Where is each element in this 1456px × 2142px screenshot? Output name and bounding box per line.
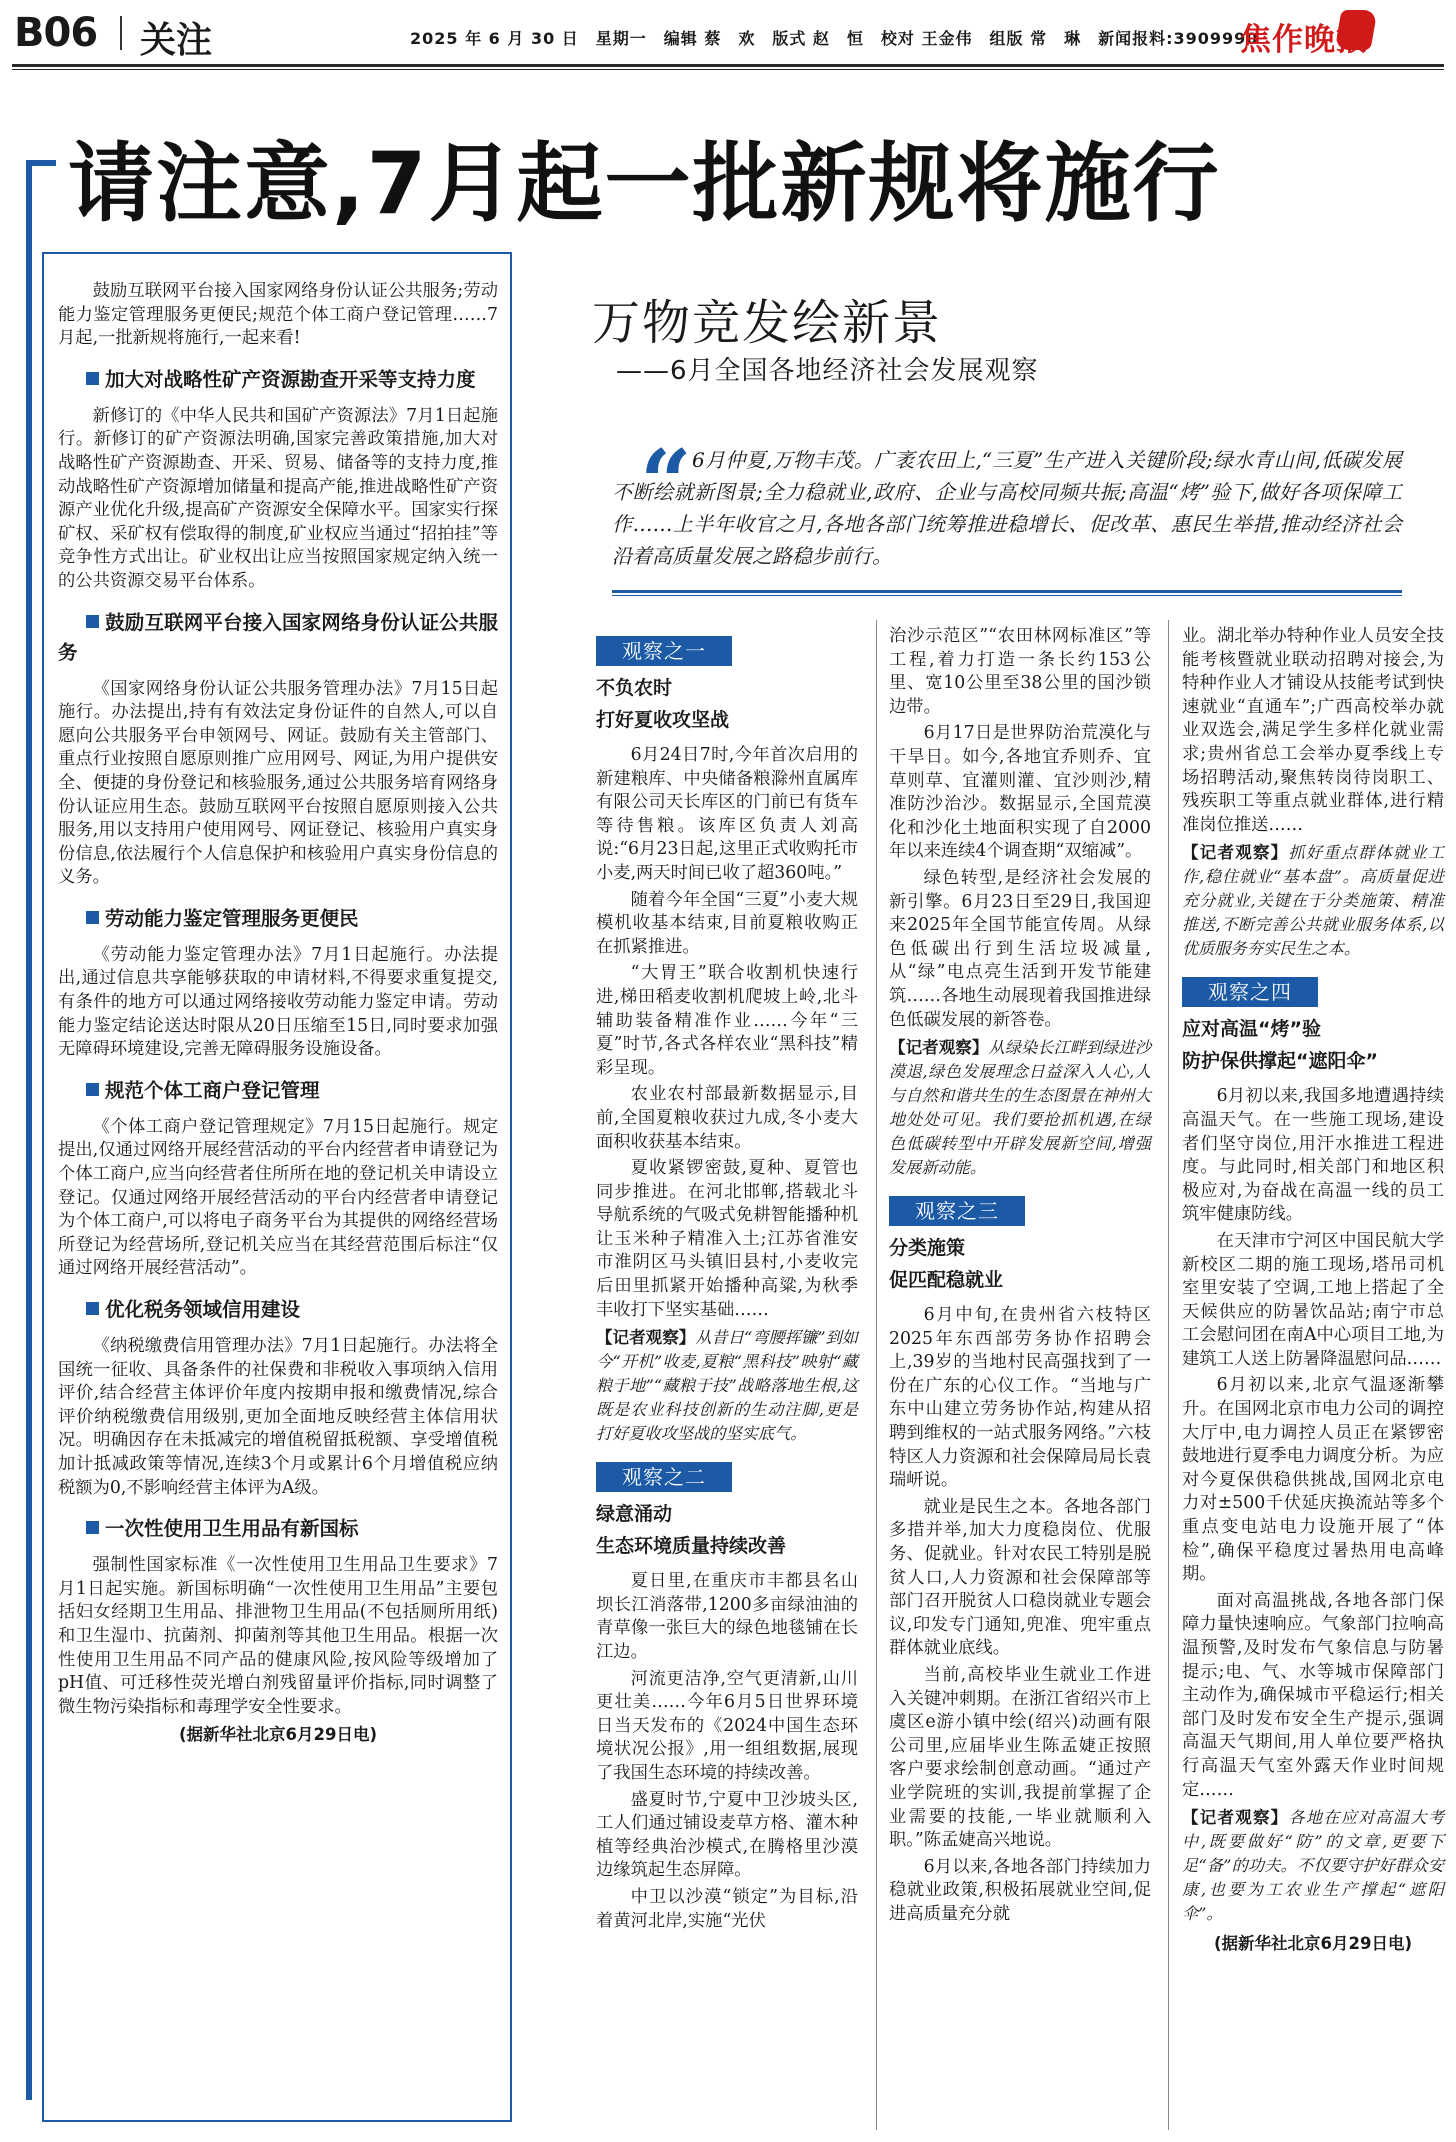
body-paragraph: 绿色转型,是经济社会发展的新引擎。6月23日至29日,我国迎来2025年全国节能宣传周。从绿色低碳出行到生活垃圾减量,从“绿”电点亮生活到开发节能建筑……各地生动展现着我国推进绿色低碳发展的新答卷。 — [889, 867, 1151, 1030]
body-paragraph: 6月中旬,在贵州省六枝特区2025年东西部劳务协作招聘会上,39岁的当地村民高强找到了一份在广东的心仪工作。“当地与广东中山建立劳务协作站,构建从招聘到维权的一站式服务网络。”六枝特区人力资源和社会保障局局长袁瑞岍说。 — [889, 1305, 1151, 1491]
right-article-title: 万物竞发绘新景 — [592, 295, 943, 351]
headline-bracket — [26, 160, 32, 2100]
observation-heading: 不负农时 — [596, 677, 673, 699]
body-paragraph: 农业农村部最新数据显示,目前,全国夏粮收获过九成,冬小麦大面积收获基本结束。 — [596, 1084, 858, 1152]
body-paragraph: “大胃王”联合收割机快速行进,梯田稻麦收割机爬坡上岭,北斗辅助装备精准作业……今年“三夏”时节,各式各样农业“黑科技”精彩呈现。 — [596, 963, 858, 1078]
right-article-intro: 6月仲夏,万物丰茂。广袤农田上,“三夏”生产进入关键阶段;绿水青山间,低碳发展不断绘就新图景;全力稳就业,政府、企业与高校同频共振;高温“烤”验下,做好各项保障工作……上半年收官之月,各地各部门统筹推进稳增长、促改革、惠民生举措,推动经济社会沿着高质量发展之路稳步前行。 — [612, 448, 1402, 568]
left-article — [58, 280, 498, 1747]
header-rule — [12, 64, 1444, 67]
body-paragraph: 就业是民生之本。各地各部门多措并举,加大力度稳岗位、优服务、促就业。针对农民工特别是脱贫人口,人力资源和社会保障部等部门召开脱贫人口稳岗就业专题会议,印发专门通知,兜准、兜牢重点群体就业底线。 — [889, 1496, 1151, 1659]
body-paragraph: 业。湖北举办特种作业人员安全技能考核暨就业联动招聘对接会,为特种作业人才铺设从技能考试到快速就业“直通车”;广西高校举办就业双选会,满足学生多样化就业需求;贵州省总工会举办夏季线上专场招聘活动,聚焦转岗待岗职工、残疾职工等重点就业群体,进行精准岗位推送…… — [1182, 626, 1444, 835]
quote-mark-icon: “ — [640, 430, 692, 536]
observation-tag: 观察之四 — [1182, 977, 1318, 1007]
observation-tag: 观察之三 — [889, 1196, 1025, 1226]
left-source-credit: (据新华社北京6月29日电) — [178, 1725, 378, 1745]
body-paragraph: 夏日里,在重庆市丰都县名山坝长江消落带,1200多亩绿油油的青草像一张巨大的绿色地毯铺在长江边。 — [596, 1571, 858, 1663]
left-section-body: 《纳税缴费信用管理办法》7月1日起施行。办法将全国统一征收、具备条件的社保费和非税收入事项纳入信用评价,结合经营主体评价年度内按期申报和缴费情况,综合评价纳税缴费信用级别,更加全面地反映经营主体信用状况。明确因存在未抵减完的增值税留抵税额、享受增值税加计抵减政策等情况,连续3个月或累计6个月增值税应纳税额为0,不影响经营主体评为A级。 — [58, 1336, 498, 1498]
left-section-heading: 劳动能力鉴定管理服务更便民 — [58, 904, 498, 934]
right-column-1 — [596, 636, 858, 1936]
main-headline: 请注意,7月起一批新规将施行 — [68, 134, 1221, 234]
reporter-note: 【记者观察】抓好重点群体就业工作,稳住就业“基本盘”。高质量促进充分就业,关键在于分类施策、精准推送,不断完善公共就业服务体系,以优质服务夯实民生之本。 — [1182, 843, 1445, 959]
section-name: 关注 — [140, 20, 213, 61]
right-source-credit: (据新华社北京6月29日电) — [1213, 1934, 1413, 1954]
observation-tag: 观察之二 — [596, 1462, 732, 1492]
logo-text: 焦作晚报 — [1240, 22, 1368, 58]
observation-tag: 观察之一 — [596, 636, 732, 666]
left-section-body: 《国家网络身份认证公共服务管理办法》7月15日起施行。办法提出,持有有效法定身份证件的自然人,可以自愿向公共服务平台申领网号、网证。鼓励有关主管部门、重点行业按照自愿原则推广应用网号、网证,为用户提供安全、便捷的身份登记和核验服务,通过公共服务培育网络身份认证应用生态。鼓励互联网平台按照自愿原则接入公共服务,用以支持用户使用网号、网证登记、核验用户真实身份信息,依法履行个人信息保护和核验用户真实身份信息的义务。 — [58, 678, 498, 888]
header-rule-thin — [12, 69, 1444, 70]
column-divider — [876, 620, 877, 2130]
observation-heading: 防护保供撑起“遮阳伞” — [1182, 1050, 1378, 1073]
headline-bracket-top — [26, 160, 56, 166]
observation-heading: 促匹配稳就业 — [889, 1269, 1004, 1292]
body-paragraph: 随着今年全国“三夏”小麦大规模机收基本结束,目前夏粮收购正在抓紧推进。 — [596, 889, 858, 957]
left-section-body: 强制性国家标准《一次性使用卫生用品卫生要求》7月1日起实施。新国标明确“一次性使用卫生用品”主要包括妇女经期卫生用品、排泄物卫生用品(不包括厕所用纸)和卫生湿巾、抗菌剂、抑菌剂等其他卫生用品。根据一次性使用卫生用品不同产品的健康风险,按风险等级增加了pH值、可迁移性荧光增白剂残留量评价指标,同时调整了微生物污染指标和毒理学安全性要求。 — [58, 1555, 498, 1717]
column-divider — [1168, 620, 1169, 2130]
square-bullet-icon — [86, 911, 99, 924]
left-section-heading: 加大对战略性矿产资源勘查开采等支持力度 — [58, 365, 498, 395]
observation-heading: 生态环境质量持续改善 — [596, 1535, 787, 1558]
issue-meta: 2025 年 6 月 30 日 星期一 编辑 蔡 欢 版式 赵 恒 校对 王金伟 组版 常 琳 新闻报料:3909990 — [410, 29, 1259, 48]
right-article-subtitle: ——6月全国各地经济社会发展观察 — [616, 356, 1039, 386]
observation-heading: 应对高温“烤”验 — [1182, 1018, 1321, 1041]
page-number: B06 — [14, 10, 98, 56]
left-section-body: 《个体工商户登记管理规定》7月15日起施行。规定提出,仅通过网络开展经营活动的平台内经营者申请登记为个体工商户,应当向经营者住所所在地的登记机关申请设立登记。仅通过网络开展经营活动的平台内经营者申请登记为个体工商户,可以将电子商务平台为其提供的网络经营场所登记为经营场所,登记机关应当在其经营范围后标注“仅通过网络开展经营活动”。 — [58, 1116, 498, 1279]
square-bullet-icon — [86, 615, 99, 628]
reporter-note: 【记者观察】从绿染长江畔到绿进沙漠退,绿色发展理念日益深入人心,人与自然和谐共生的生态图景在神州大地处处可见。我们要抢抓机遇,在绿色低碳转型中开辟发展新空间,增强发展新动能。 — [889, 1038, 1152, 1178]
body-paragraph: 夏收紧锣密鼓,夏种、夏管也同步推进。在河北邯郸,搭载北斗导航系统的气吸式免耕智能播种机让玉米种子精准入土;江苏省淮安市淮阴区马头镇旧县村,小麦收完后田里抓紧开始播种高粱,为秋季丰收打下坚实基础…… — [596, 1158, 858, 1320]
reporter-note: 【记者观察】从昔日“弯腰挥镰”到如今“开机”收麦,夏粮“黑科技”映射“藏粮于地”“藏粮于技”战略落地生根,这既是农业科技创新的生动注脚,更是打好夏收攻坚战的坚实底气。 — [596, 1328, 858, 1444]
body-paragraph: 治沙示范区”“农田林网标准区”等工程,着力打造一条长约153公里、宽10公里至38公里的国沙锁边带。 — [889, 626, 1151, 717]
left-section-heading: 鼓励互联网平台接入国家网络身份认证公共服务 — [58, 610, 498, 664]
newspaper-logo — [1240, 6, 1440, 58]
observation-heading: 打好夏收攻坚战 — [596, 709, 730, 731]
body-paragraph: 盛夏时节,宁夏中卫沙坡头区,工人们通过铺设麦草方格、灌木种植等经典治沙模式,在腾格里沙漠边缘筑起生态屏障。 — [596, 1789, 858, 1881]
body-paragraph: 6月初以来,北京气温逐渐攀升。在国网北京市电力公司的调控大厅中,电力调控人员正在紧锣密鼓地进行夏季电力调度分析。为应对今夏保供稳供挑战,国网北京电力对±500千伏延庆换流站等多个重点变电站电力设施开展了“体检”,确保平稳度过暑热用电高峰期。 — [1182, 1375, 1444, 1585]
square-bullet-icon — [86, 372, 99, 385]
body-paragraph: 河流更洁净,空气更清新,山川更壮美……今年6月5日世界环境日当天发布的《2024中国生态环境状况公报》,用一组组数据,展现了我国生态环境的持续改善。 — [596, 1668, 858, 1783]
body-paragraph: 6月24日7时,今年首次启用的新建粮库、中央储备粮滁州直属库有限公司天长库区的门前已有货车等待售粮。该库区负责人刘高说:“6月23日起,这里正式收购托市小麦,两天时间已收了超360吨。” — [596, 745, 858, 883]
right-column-3 — [1182, 625, 1444, 1956]
right-column-2 — [889, 625, 1151, 1930]
square-bullet-icon — [86, 1302, 99, 1315]
page-header — [0, 0, 1456, 64]
observation-heading: 分类施策 — [889, 1237, 966, 1260]
body-paragraph: 当前,高校毕业生就业工作进入关键冲刺期。在浙江省绍兴市上虞区e游小镇中绘(绍兴)动画有限公司里,应届毕业生陈孟婕正按照客户要求绘制创意动画。“通过产业学院班的实训,我提前掌握了企业需要的技能,一毕业就顺利入职。”陈孟婕高兴地说。 — [889, 1665, 1151, 1851]
left-section-body: 《劳动能力鉴定管理办法》7月1日起施行。办法提出,通过信息共享能够获取的申请材料,不得要求重复提交,有条件的地方可以通过网络接收劳动能力鉴定申请。劳动能力鉴定结论送达时限从20日压缩至15日,同时要求加强无障碍环境建设,完善无障碍服务设施设备。 — [58, 944, 498, 1060]
left-section-heading: 一次性使用卫生用品有新国标 — [58, 1514, 498, 1544]
header-divider — [120, 16, 122, 50]
left-section-body: 新修订的《中华人民共和国矿产资源法》7月1日起施行。新修订的矿产资源法明确,国家完善政策措施,加大对战略性矿产资源勘查、开采、贸易、储备等的支持力度,推动战略性矿产资源增加储量和提高产能,推进战略性矿产资源产业优化升级,提高矿产资源安全保障水平。国家实行探矿权、采矿权有偿取得的制度,矿业权应当通过“招拍挂”等竞争性方式出让。矿业权出让应当按照国家规定纳入统一的公共资源交易平台体系。 — [58, 405, 498, 591]
intro-rule — [612, 590, 1402, 593]
body-paragraph: 在天津市宁河区中国民航大学新校区二期的施工现场,塔吊司机室里安装了空调,工地上搭起了全天候供应的防暑饮品站;南宁市总工会慰问团在南A中心项目工地,为建筑工人送上防暑降温慰问品…… — [1182, 1230, 1444, 1369]
left-section-heading: 优化税务领域信用建设 — [58, 1295, 498, 1325]
left-section-heading: 规范个体工商户登记管理 — [58, 1076, 498, 1106]
body-paragraph: 面对高温挑战,各地各部门保障力量快速响应。气象部门拉响高温预警,及时发布气象信息与防暑提示;电、气、水等城市保障部门主动作为,确保城市平稳运行;相关部门及时发布安全生产提示,强调高温天气期间,用人单位要严格执行高温天气室外露天作业时间规定…… — [1182, 1590, 1444, 1800]
body-paragraph: 中卫以沙漠“锁定”为目标,沿着黄河北岸,实施“光伏 — [596, 1886, 858, 1931]
reporter-note: 【记者观察】各地在应对高温大考中,既要做好“防”的文章,更要下足“备”的功夫。不仅要守护好群众安康,也要为工农业生产撑起“遮阳伞”。 — [1182, 1808, 1445, 1924]
observation-heading: 绿意涌动 — [596, 1503, 673, 1526]
square-bullet-icon — [86, 1521, 99, 1534]
intro-rule-thin — [612, 595, 1402, 596]
square-bullet-icon — [86, 1083, 99, 1096]
body-paragraph: 6月以来,各地各部门持续加力稳就业政策,积极拓展就业空间,促进高质量充分就 — [889, 1856, 1151, 1924]
body-paragraph: 6月初以来,我国多地遭遇持续高温天气。在一些施工现场,建设者们坚守岗位,用汗水推进工程进度。与此同时,相关部门和地区积极应对,为奋战在高温一线的员工筑牢健康防线。 — [1182, 1086, 1444, 1225]
body-paragraph: 6月17日是世界防治荒漠化与干旱日。如今,各地宜乔则乔、宜草则草、宜灌则灌、宜沙则沙,精准防沙治沙。数据显示,全国荒漠化和沙化土地面积实现了自2000年以来连续4个调查期“双缩减”。 — [889, 723, 1151, 862]
left-lead: 鼓励互联网平台接入国家网络身份认证公共服务;劳动能力鉴定管理服务更便民;规范个体工商户登记管理……7月起,一批新规将施行,一起来看! — [58, 281, 498, 349]
